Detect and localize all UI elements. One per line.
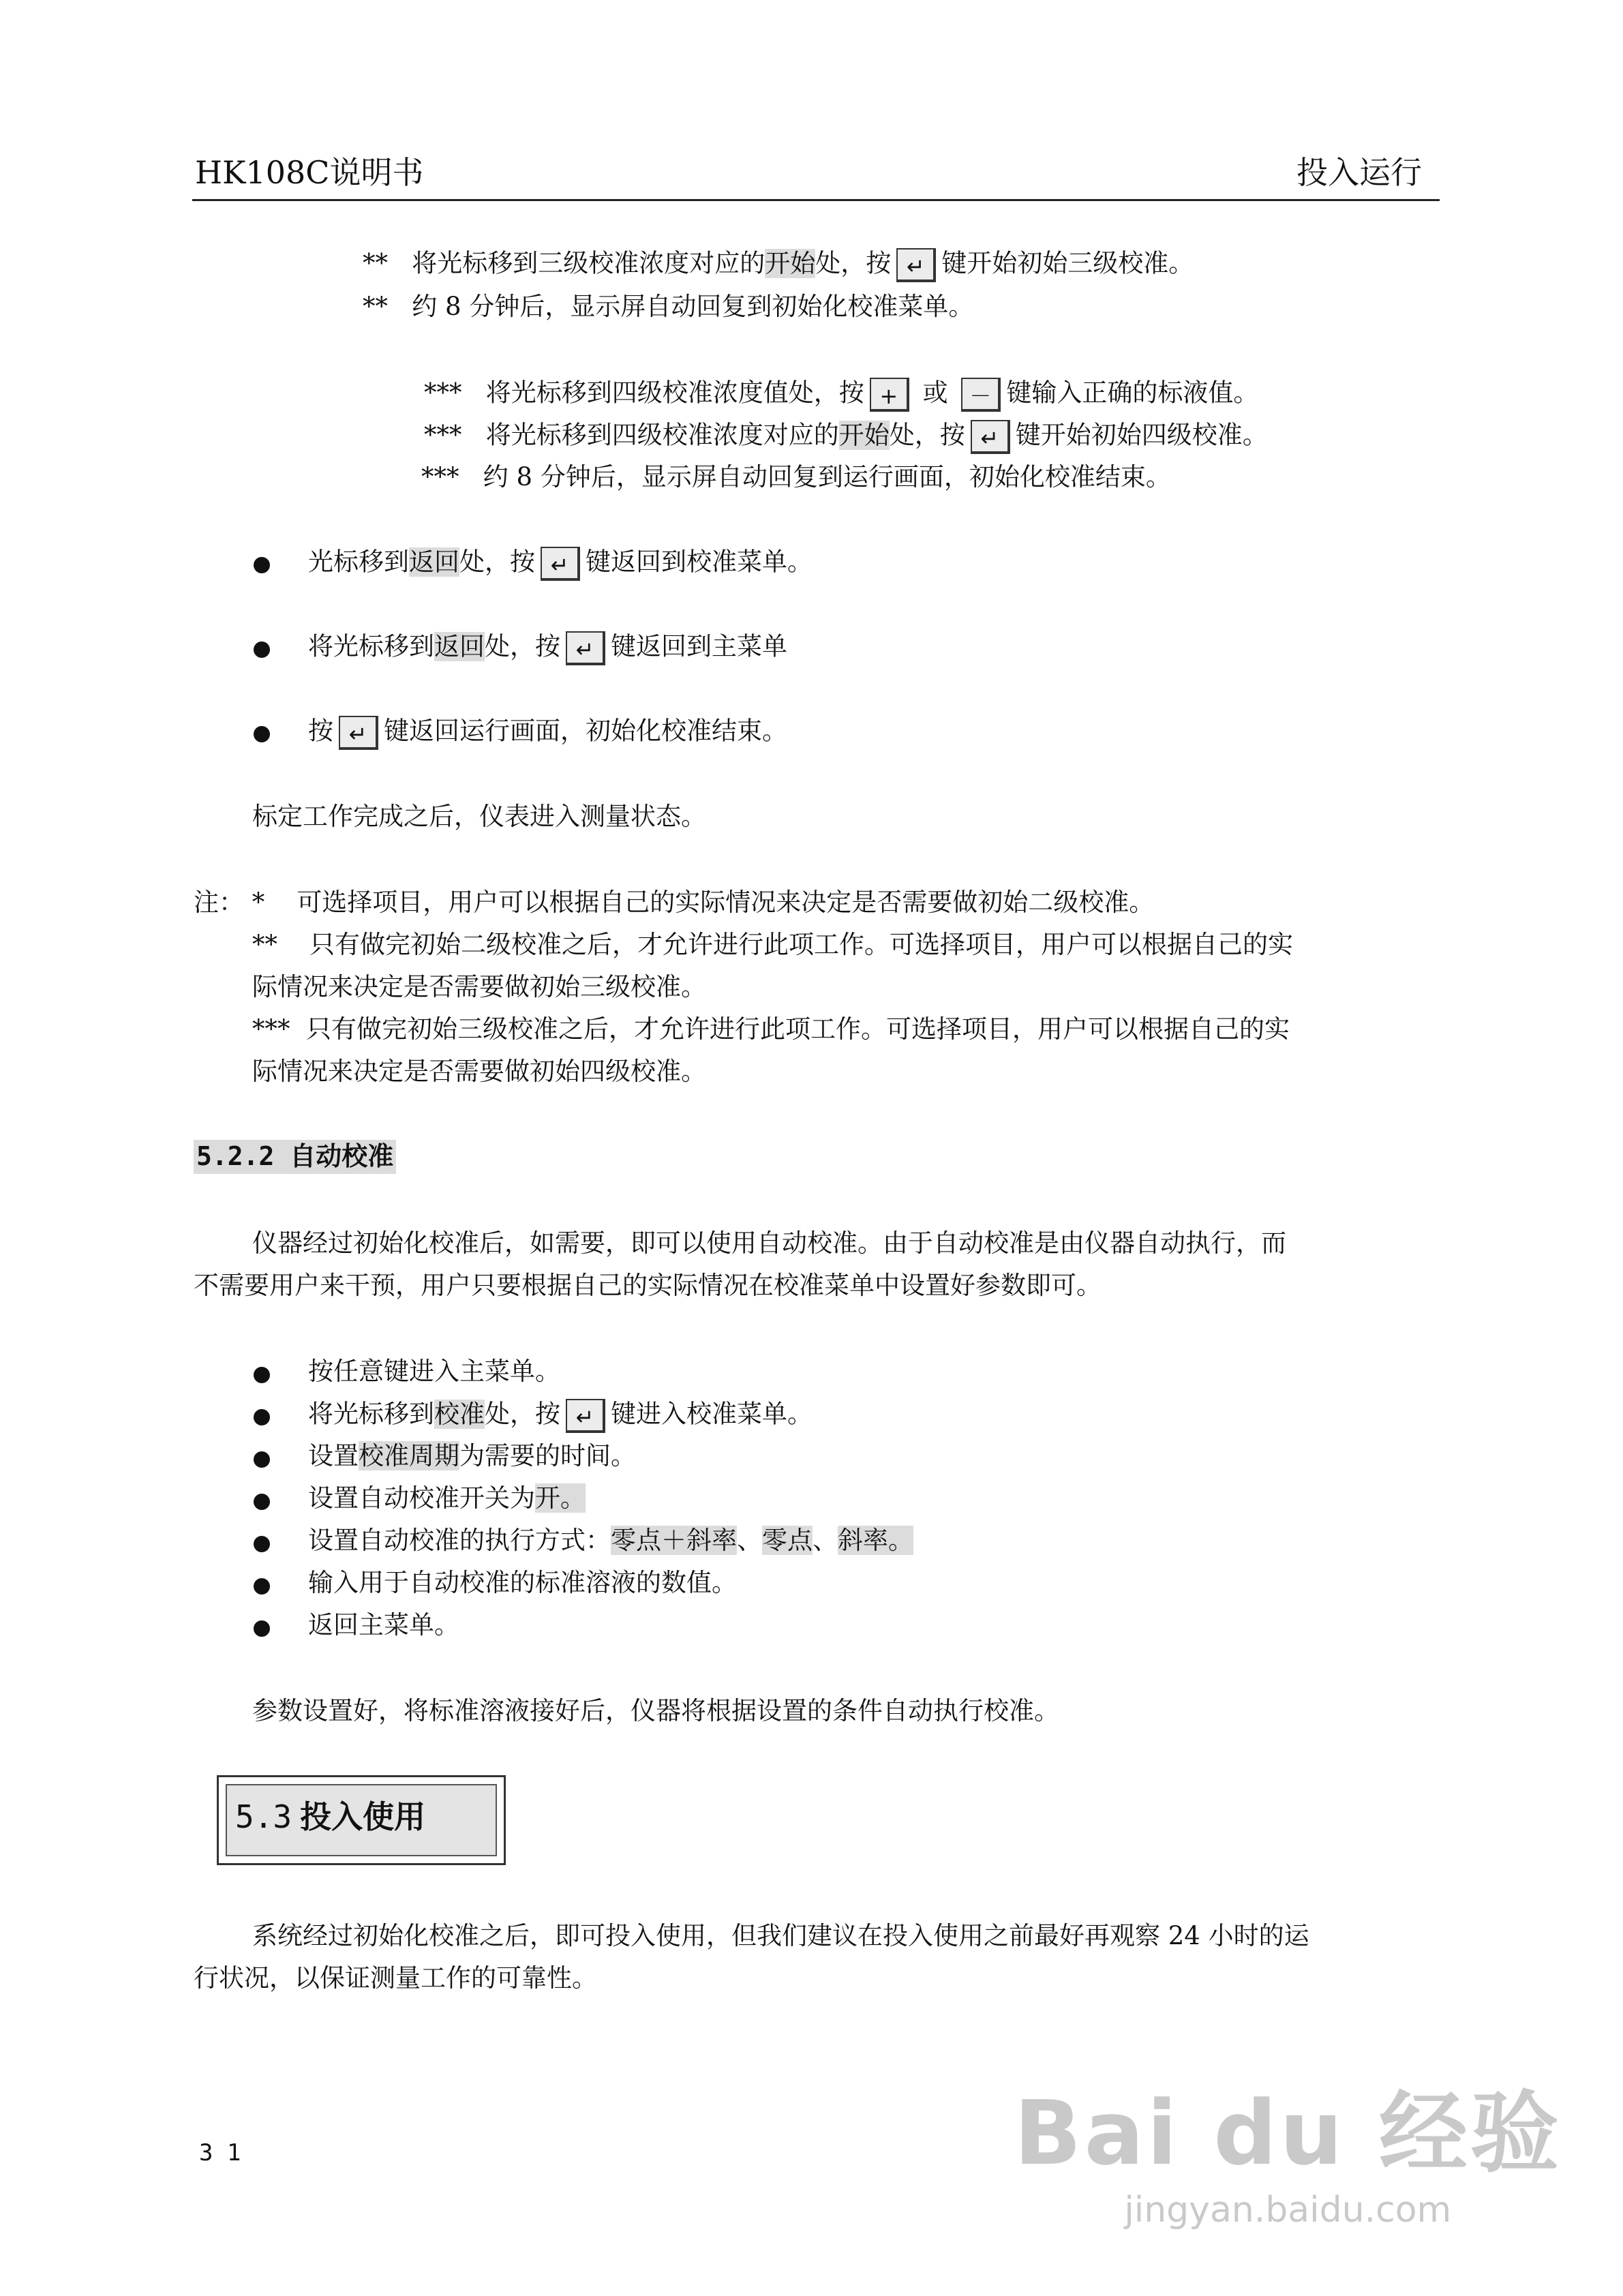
section-53-para-line-1: 系统经过初始化校准之后，即可投入使用，但我们建议在投入使用之前最好再观察 24 小时的运 bbox=[252, 1921, 1309, 1950]
section-53-heading: 5.3 投入使用 bbox=[235, 1798, 426, 1835]
baidu-logo: Bai du 经验 bbox=[1014, 2081, 1562, 2185]
step-level4-wait: *** 约 8 分钟后，显示屏自动回复到运行画面，初始化校准结束。 bbox=[421, 462, 1171, 492]
step-level3-start: ** 将光标移到三级校准浓度对应的开始处，按 ↵ 键开始初始三级校准。 bbox=[363, 248, 1194, 282]
bullet-icon bbox=[254, 1367, 270, 1383]
auto-cal-step-2: 将光标移到校准处，按 ↵ 键进入校准菜单。 bbox=[308, 1399, 813, 1433]
section-522-para-line-2: 不需要用户来干预，用户只要根据自己的实际情况在校准菜单中设置好参数即可。 bbox=[194, 1271, 1102, 1300]
section-522-heading: 5.2.2 自动校准 bbox=[194, 1140, 396, 1174]
return-to-main-menu: 将光标移到返回处，按 ↵ 键返回到主菜单 bbox=[308, 631, 787, 665]
document-title: HK108C说明书 bbox=[195, 154, 424, 191]
step-level3-wait: ** 约 8 分钟后，显示屏自动回复到初始化校准菜单。 bbox=[363, 292, 974, 321]
auto-cal-step-6: 输入用于自动校准的标准溶液的数值。 bbox=[308, 1568, 737, 1597]
bullet-icon bbox=[254, 1578, 270, 1595]
auto-cal-step-4: 设置自动校准开关为开。 bbox=[308, 1483, 586, 1513]
bullet-icon bbox=[254, 641, 270, 658]
watermark-url: jingyan.baidu.com bbox=[1124, 2190, 1452, 2231]
note-2-line-1: ** 只有做完初始二级校准之后，才允许进行此项工作。可选择项目，用户可以根据自己的实 bbox=[252, 930, 1294, 959]
bullet-icon bbox=[254, 726, 270, 742]
enter-key-icon: ↵ bbox=[896, 248, 936, 282]
bullet-icon bbox=[254, 1409, 270, 1425]
plus-key-icon: + bbox=[870, 378, 909, 412]
enter-key-icon: ↵ bbox=[566, 1399, 605, 1433]
auto-cal-step-5: 设置自动校准的执行方式：零点＋斜率、零点、斜率。 bbox=[308, 1526, 913, 1555]
return-to-run-screen: 按 ↵ 键返回运行画面，初始化校准结束。 bbox=[308, 716, 787, 750]
note-3-line-1: *** 只有做完初始三级校准之后，才允许进行此项工作。可选择项目，用户可以根据自己的实 bbox=[252, 1014, 1290, 1044]
page-number: 3 1 bbox=[199, 2139, 241, 2166]
bullet-icon bbox=[254, 1620, 270, 1637]
bullet-icon bbox=[254, 1536, 270, 1552]
note-1: 注： * 可选择项目，用户可以根据自己的实际情况来决定是否需要做初始二级校准。 bbox=[194, 888, 1155, 917]
section-53-heading-box bbox=[217, 1775, 506, 1865]
auto-cal-closing: 参数设置好，将标准溶液接好后，仪器将根据设置的条件自动执行校准。 bbox=[252, 1696, 1059, 1725]
step-level4-start: *** 将光标移到四级校准浓度对应的开始处，按 ↵ 键开始初始四级校准。 bbox=[424, 420, 1268, 454]
section-53-para-line-2: 行状况，以保证测量工作的可靠性。 bbox=[194, 1963, 597, 1993]
section-522-para-line-1: 仪器经过初始化校准后，如需要，即可以使用自动校准。由于自动校准是由仪器自动执行，而 bbox=[252, 1228, 1286, 1258]
enter-key-icon: ↵ bbox=[339, 716, 378, 750]
enter-key-icon: ↵ bbox=[541, 547, 580, 581]
baidu-watermark bbox=[1014, 2062, 1562, 2231]
auto-cal-step-7: 返回主菜单。 bbox=[308, 1610, 459, 1640]
bullet-icon bbox=[254, 1494, 270, 1510]
bullet-icon bbox=[254, 1451, 270, 1468]
bullet-icon bbox=[254, 557, 270, 573]
note-3-line-2: 际情况来决定是否需要做初始四级校准。 bbox=[252, 1057, 706, 1086]
auto-cal-step-1: 按任意键进入主菜单。 bbox=[308, 1357, 560, 1386]
minus-key-icon: － bbox=[961, 378, 1001, 412]
auto-cal-step-3: 设置校准周期为需要的时间。 bbox=[308, 1441, 636, 1470]
calibration-done-text: 标定工作完成之后，仪表进入测量状态。 bbox=[252, 802, 706, 831]
return-to-calibration-menu: 光标移到返回处，按 ↵ 键返回到校准菜单。 bbox=[308, 547, 813, 581]
note-2-line-2: 际情况来决定是否需要做初始三级校准。 bbox=[252, 972, 706, 1001]
header-rule bbox=[192, 199, 1440, 201]
chapter-title: 投入运行 bbox=[1296, 154, 1422, 191]
enter-key-icon: ↵ bbox=[971, 420, 1010, 454]
step-level4-value: *** 将光标移到四级校准浓度值处，按 + 或 － 键输入正确的标液值。 bbox=[424, 378, 1258, 412]
enter-key-icon: ↵ bbox=[566, 631, 605, 665]
